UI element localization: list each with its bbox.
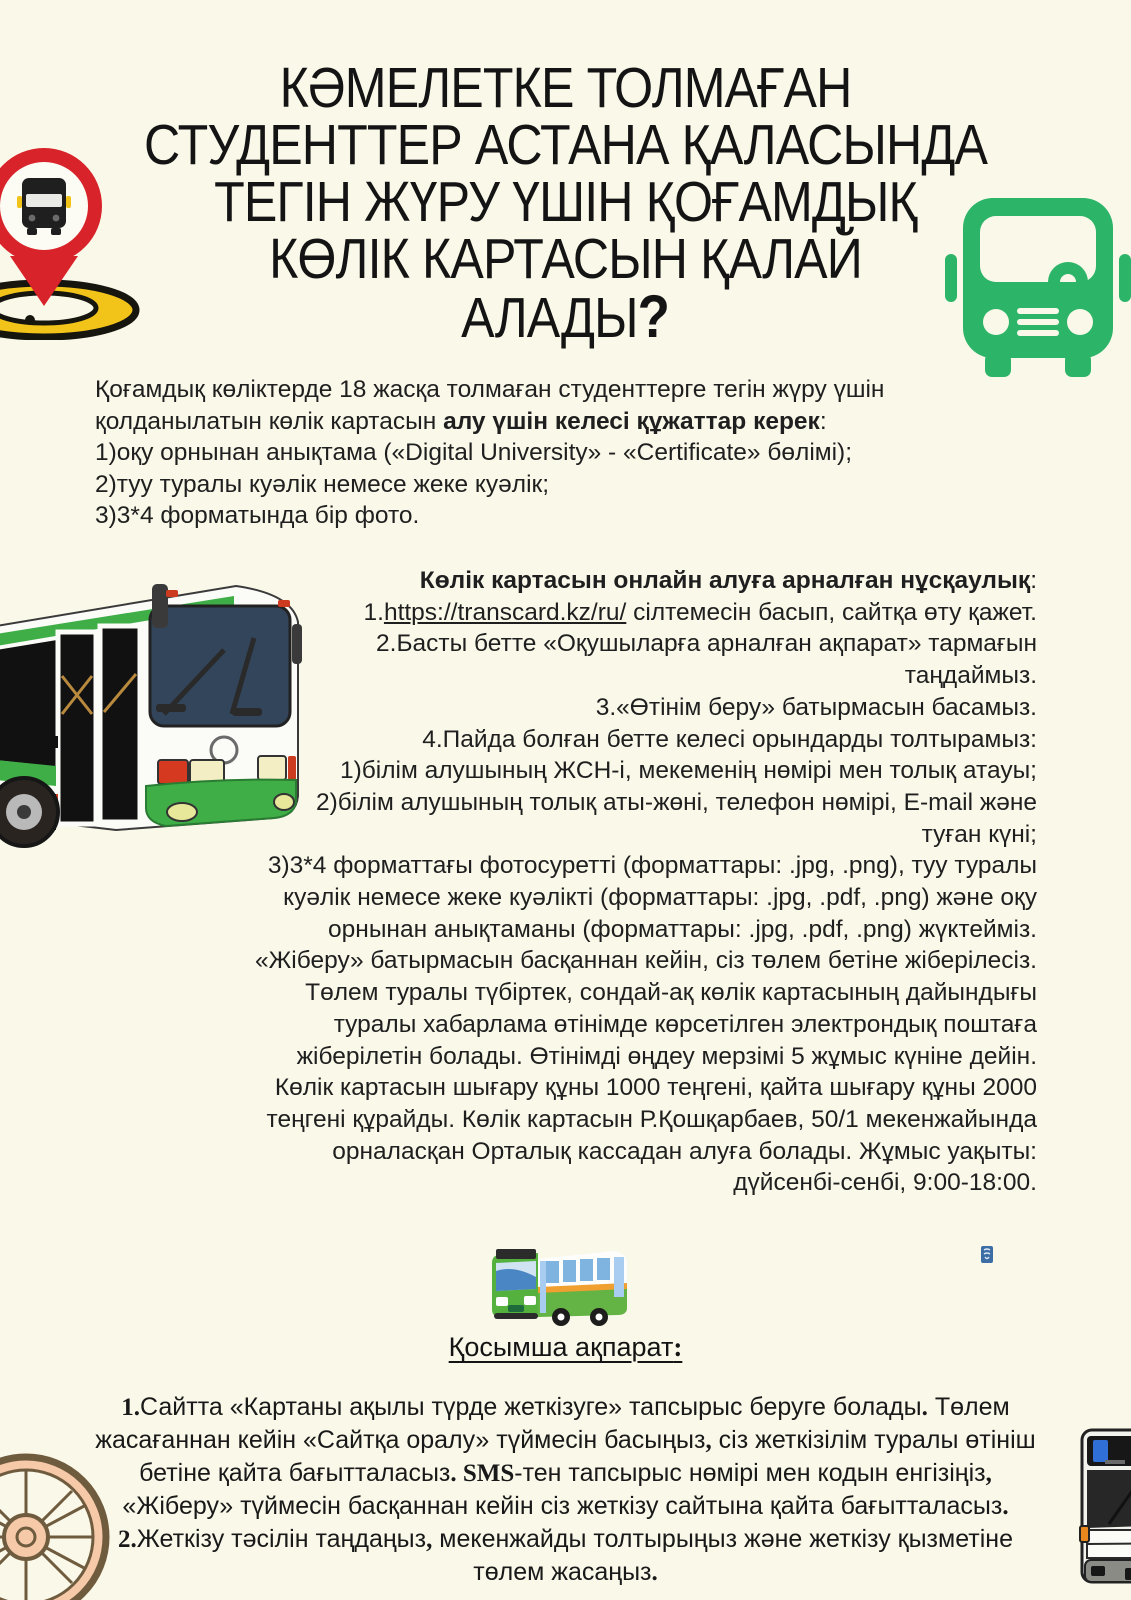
cartoon-bus-icon xyxy=(486,1247,629,1327)
guide-line: теңгені құрайды. Көлік картасын Р.Қошқарбаев, 50/1 мекенжайында xyxy=(266,1105,1037,1133)
guide-heading: Көлік картасын онлайн алуға арналған нұсқаулық: xyxy=(419,567,1037,594)
title-line-3: ТЕГІН ЖҮРУ ҮШІН ҚОҒАМДЫҚ xyxy=(214,170,917,234)
title-line-1: КӘМЕЛЕТКЕ ТОЛМАҒАН xyxy=(279,56,852,120)
title-line-2: СТУДЕНТТЕР АСТАНА ҚАЛАСЫНДА xyxy=(143,113,988,177)
bus-front-illustration xyxy=(1079,1428,1131,1586)
guide-line: Төлем туралы түбіртек, сондай-ақ көлік картасының дайындығы xyxy=(305,979,1037,1007)
guide-line: 2.Басты бетте «Оқушыларға арналған ақпарат» тармағын xyxy=(376,630,1037,658)
guide-line: таңдаймыз. xyxy=(904,662,1037,690)
intro-paragraph xyxy=(95,374,1045,532)
delivery-line: жасағаннан кейін «Сайтқа оралу» түймесін басыңыз, сіз жеткізілім туралы өтініш xyxy=(95,1426,1036,1454)
guide-line: 3.«Өтінім беру» батырмасын басамыз. xyxy=(595,693,1037,721)
online-guide xyxy=(225,565,1037,1199)
guide-line: орналасқан Орталық кассадан алуға болады. Жұмыс уақыты: xyxy=(332,1137,1037,1165)
guide-step-1: 1.https://transcard.kz/ru/ сілтемесін басып, сайтқа өту қажет. xyxy=(363,598,1037,626)
title-line-5: АЛАДЫ? xyxy=(461,283,670,350)
guide-line: Көлік картасын шығару құны 1000 теңгені, қайта шығару құны 2000 xyxy=(274,1074,1037,1102)
intro-line: 3)3*4 форматында бір фото. xyxy=(95,502,420,529)
delivery-line: бетіне қайта бағытталасыз. SMS-тен тапсырыс нөмірі мен кодын енгізіңіз, xyxy=(139,1459,992,1487)
guide-line: туған күні; xyxy=(921,820,1037,848)
intro-line: 1)оқу орнынан анықтама («Digital University» - «Certificate» бөлімі); xyxy=(95,439,853,466)
intro-line: Қоғамдық көліктерде 18 жасқа толмаған студенттерге тегін жүру үшін xyxy=(95,376,885,403)
question-mark: ? xyxy=(637,283,670,350)
guide-line: 1)білім алушының ЖСН-і, мекеменің нөмірі мен толық атауы; xyxy=(339,757,1037,785)
delivery-line: төлем жасаңыз. xyxy=(473,1558,658,1586)
guide-line: туралы хабарлама өтінімде көрсетілген электрондық поштаға xyxy=(333,1010,1037,1038)
guide-line: орнынан анықтаманы (форматтары: .jpg, .pdf, .png) жүктейміз. xyxy=(328,915,1037,943)
page-title xyxy=(0,56,1131,350)
title-line-4: КӨЛІК КАРТАСЫН ҚАЛАЙ xyxy=(269,227,862,291)
guide-line: 3)3*4 форматтағы фотосуретті (форматтары: .jpg, .png), туу туралы xyxy=(267,852,1037,880)
delivery-info xyxy=(71,1391,1061,1589)
transcard-link[interactable]: https://transcard.kz/ru/ xyxy=(383,598,627,626)
extra-info-heading: Қосымша ақпарат: xyxy=(448,1332,683,1362)
guide-line: куәлік немесе жеке куәлікті (форматтары: .jpg, .pdf, .png) және оқу xyxy=(283,884,1037,912)
guide-line: жіберілетін болады. Өтінімді өңдеу мерзімі 5 жұмыс күніне дейін. xyxy=(296,1042,1037,1070)
guide-line: дүйсенбі-сенбі, 9:00-18:00. xyxy=(733,1169,1037,1197)
delivery-line: 1.Сайтта «Картаны ақылы түрде жеткізуге» тапсырыс беруге болады. Төлем xyxy=(121,1393,1010,1421)
delivery-line: 2.Жеткізу тәсілін таңдаңыз, мекенжайды толтырыңыз және жеткізу қызметіне xyxy=(118,1525,1013,1553)
small-blue-glyph-icon xyxy=(981,1246,993,1263)
guide-line: «Жіберу» батырмасын басқаннан кейін, сіз төлем бетіне жіберілесіз. xyxy=(255,947,1037,975)
delivery-line: «Жіберу» түймесін басқаннан кейін сіз жеткізу сайтына қайта бағытталасыз. xyxy=(122,1492,1009,1520)
intro-line: қолданылатын көлік картасын алу үшін келесі құжаттар керек: xyxy=(95,407,827,435)
intro-line: 2)туу туралы куәлік немесе жеке куәлік; xyxy=(95,470,550,498)
guide-line: 4.Пайда болған бетте келесі орындарды толтырамыз: xyxy=(422,725,1037,753)
guide-line: 2)білім алушының толық аты-жөні, телефон нөмірі, E-mail және xyxy=(315,788,1037,816)
